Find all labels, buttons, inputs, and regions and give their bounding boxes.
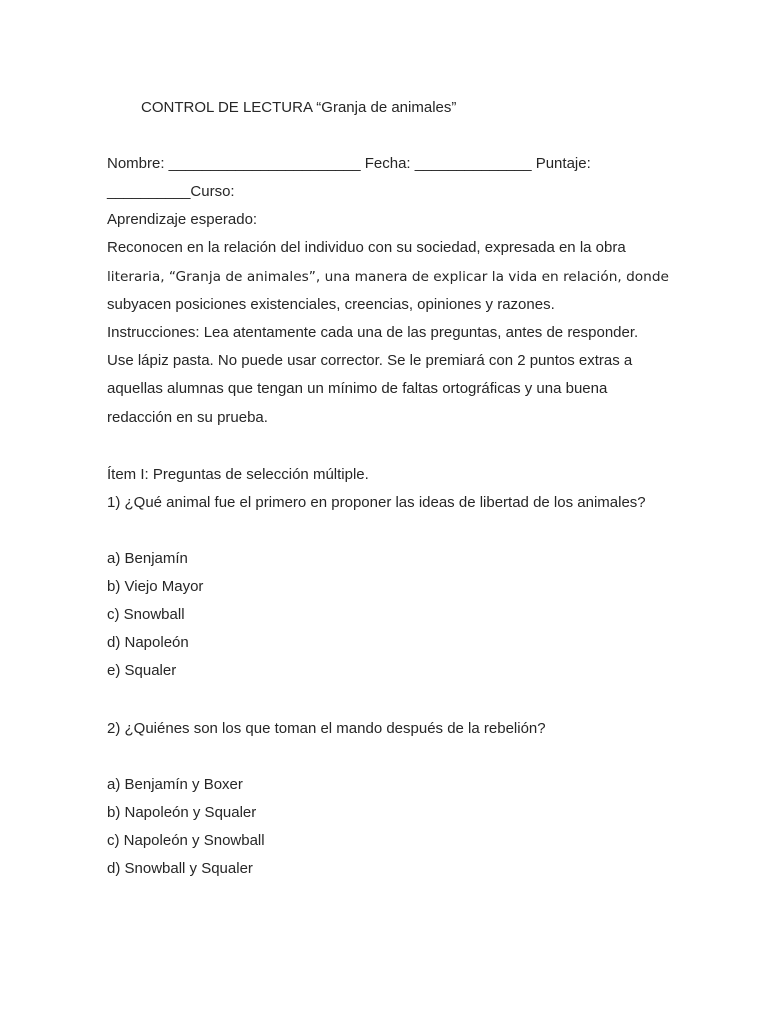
expected-learning-line: literaria, “Granja de animales”, una manera de explicar la vida en relación, donde [107, 269, 669, 285]
question-2-option: b) Napoleón y Squaler [107, 804, 257, 821]
expected-learning-line: Reconocen en la relación del individuo con su sociedad, expresada en la obra [107, 239, 626, 256]
question-1-option: d) Napoleón [107, 634, 189, 651]
question-1: 1) ¿Qué animal fue el primero en proponer las ideas de libertad de los animales? [107, 494, 646, 511]
instructions-line: Use lápiz pasta. No puede usar corrector. Se le premiará con 2 puntos extras a [107, 352, 633, 369]
question-1-option: e) Squaler [107, 662, 177, 679]
document-title: CONTROL DE LECTURA “Granja de animales” [141, 99, 457, 116]
section-title: Ítem I: Preguntas de selección múltiple. [107, 466, 369, 483]
expected-learning-label: Aprendizaje esperado: [107, 211, 258, 228]
question-1-option: b) Viejo Mayor [107, 578, 204, 595]
header-line-2: __________Curso: [107, 183, 235, 200]
header-line-1: Nombre: _______________________ Fecha: ______________ Puntaje: [107, 155, 591, 172]
instructions-line: aquellas alumnas que tengan un mínimo de faltas ortográficas y una buena [107, 380, 608, 397]
question-1-option: a) Benjamín [107, 550, 188, 567]
instructions-line: redacción en su prueba. [107, 409, 268, 426]
expected-learning-line: subyacen posiciones existenciales, creencias, opiniones y razones. [107, 296, 555, 313]
instructions-line: Instrucciones: Lea atentamente cada una de las preguntas, antes de responder. [107, 324, 639, 341]
question-2: 2) ¿Quiénes son los que toman el mando después de la rebelión? [107, 720, 546, 737]
question-2-option: d) Snowball y Squaler [107, 860, 253, 877]
question-2-option: c) Napoleón y Snowball [107, 832, 265, 849]
question-1-option: c) Snowball [107, 606, 185, 623]
question-2-option: a) Benjamín y Boxer [107, 776, 243, 793]
